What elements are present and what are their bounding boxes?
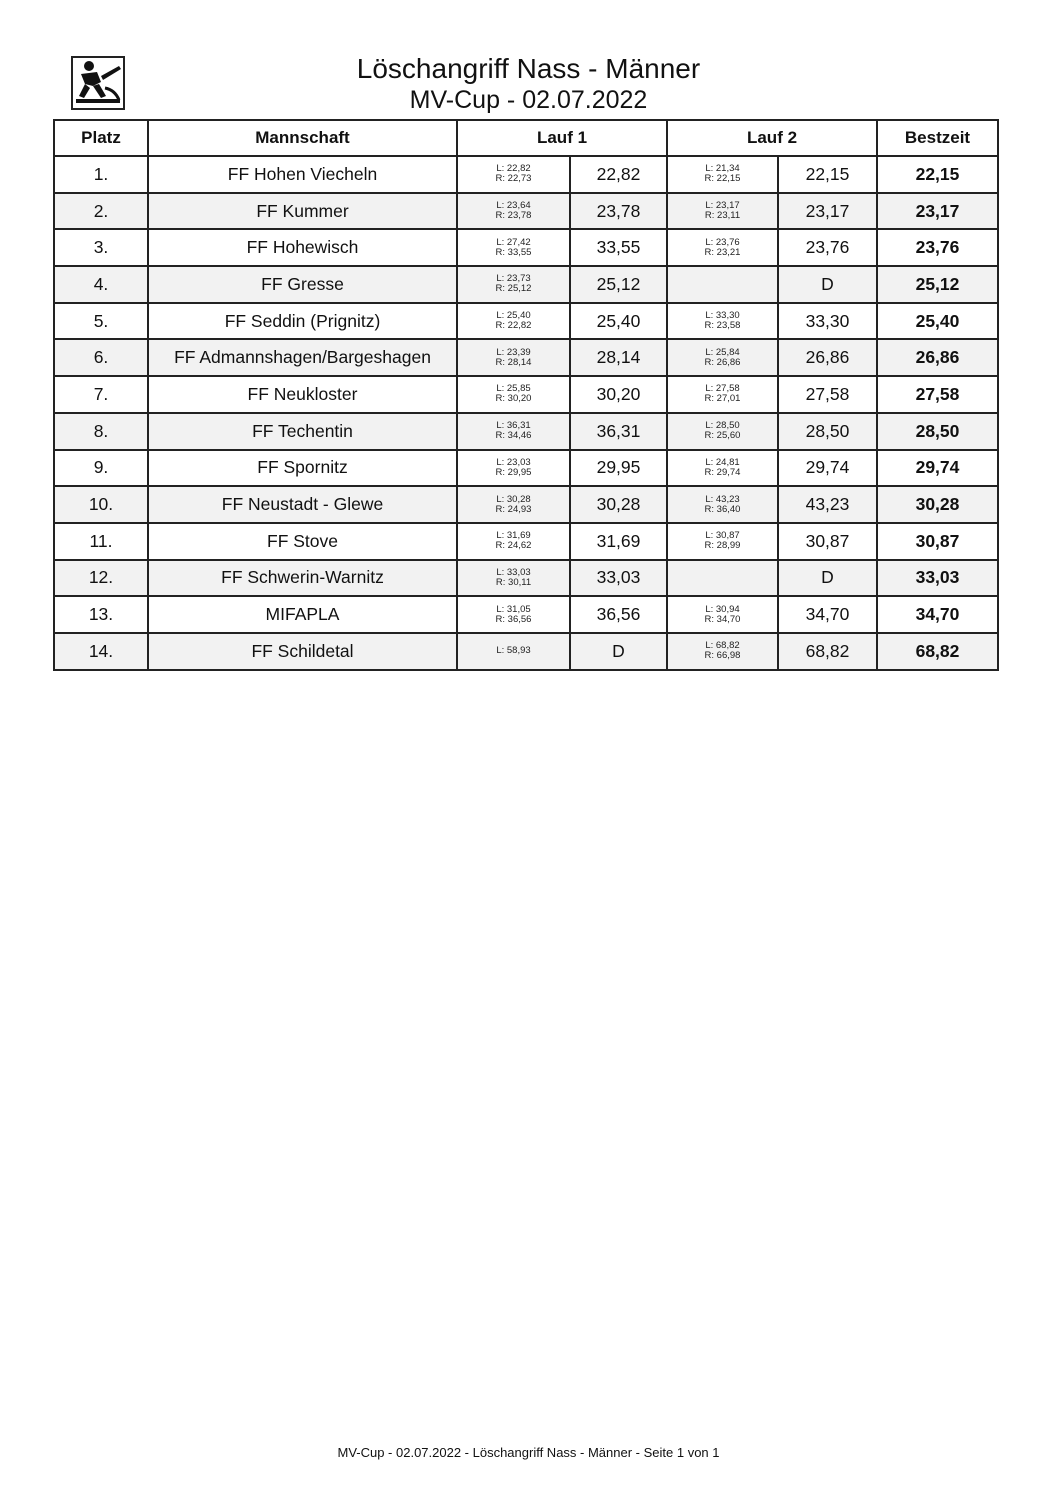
split-left-time: L: 27,42 <box>496 236 531 248</box>
lauf2-splits-cell <box>667 339 778 376</box>
table-row <box>54 486 998 523</box>
table-row <box>54 633 998 670</box>
lauf2-splits-cell <box>667 156 778 193</box>
split-left-time: L: 24,81 <box>705 456 740 468</box>
team-cell: FF Stove <box>148 523 457 560</box>
team-cell: FF Kummer <box>148 193 457 230</box>
split-left-time: L: 30,94 <box>705 603 740 615</box>
column-header-platz: Platz <box>54 120 148 156</box>
split-left-time: L: 30,28 <box>496 493 531 505</box>
split-left-time: L: 33,03 <box>496 566 531 578</box>
lauf2-splits-cell <box>667 229 778 266</box>
table-row <box>54 523 998 560</box>
lauf2-time-cell: D <box>778 560 877 597</box>
team-cell: FF Neustadt - Glewe <box>148 486 457 523</box>
lauf2-splits-cell <box>667 303 778 340</box>
lauf2-splits-cell <box>667 376 778 413</box>
team-cell: FF Schildetal <box>148 633 457 670</box>
best-time-cell: 25,12 <box>877 266 998 303</box>
lauf2-time-cell: 23,17 <box>778 193 877 230</box>
rank-cell: 13. <box>54 596 148 633</box>
table-row <box>54 560 998 597</box>
split-left-time: L: 28,50 <box>705 420 740 432</box>
lauf1-splits-cell <box>457 486 570 523</box>
best-time-cell: 23,17 <box>877 193 998 230</box>
table-row <box>54 156 998 193</box>
lauf1-splits-cell <box>457 229 570 266</box>
lauf1-splits-cell <box>457 339 570 376</box>
best-time-cell: 28,50 <box>877 413 998 450</box>
lauf1-splits-cell <box>457 523 570 560</box>
split-right-time: R: 24,62 <box>495 540 532 552</box>
best-time-cell: 27,58 <box>877 376 998 413</box>
split-right-time: R: 34,70 <box>704 613 741 625</box>
table-header-row <box>54 120 998 156</box>
lauf1-time-cell: 25,12 <box>570 266 667 303</box>
rank-cell: 3. <box>54 229 148 266</box>
table-row <box>54 303 998 340</box>
split-left-time: L: 25,85 <box>496 383 531 395</box>
best-time-cell: 30,28 <box>877 486 998 523</box>
lauf1-splits-cell <box>457 596 570 633</box>
lauf1-splits-cell <box>457 560 570 597</box>
rank-cell: 8. <box>54 413 148 450</box>
table-row <box>54 376 998 413</box>
split-right-time: R: 23,58 <box>704 320 741 332</box>
lauf2-splits-cell <box>667 266 778 303</box>
split-left-time: L: 23,03 <box>496 456 531 468</box>
split-right-time: R: 29,74 <box>704 466 741 478</box>
results-table <box>53 119 999 671</box>
lauf1-time-cell: 30,28 <box>570 486 667 523</box>
table-row <box>54 339 998 376</box>
lauf1-splits-cell <box>457 266 570 303</box>
split-right-time: R: 23,21 <box>704 246 741 258</box>
team-cell: FF Techentin <box>148 413 457 450</box>
split-right-time: R: 29,95 <box>495 466 532 478</box>
best-time-cell: 29,74 <box>877 450 998 487</box>
split-left-time: L: 58,93 <box>496 645 531 657</box>
lauf2-time-cell: 29,74 <box>778 450 877 487</box>
split-right-time: R: 25,12 <box>495 283 532 295</box>
lauf1-splits-cell <box>457 193 570 230</box>
split-left-time: L: 68,82 <box>705 640 740 652</box>
lauf2-splits-cell <box>667 560 778 597</box>
rank-cell: 4. <box>54 266 148 303</box>
lauf2-time-cell: 26,86 <box>778 339 877 376</box>
split-right-time: R: 34,46 <box>495 430 532 442</box>
lauf1-splits-cell <box>457 156 570 193</box>
split-right-time: R: 66,98 <box>704 650 741 662</box>
split-right-time: R: 26,86 <box>704 356 741 368</box>
lauf1-splits-cell <box>457 303 570 340</box>
rank-cell: 12. <box>54 560 148 597</box>
lauf1-splits-cell <box>457 633 570 670</box>
best-time-cell: 25,40 <box>877 303 998 340</box>
split-left-time: L: 25,40 <box>496 310 531 322</box>
lauf1-time-cell: 33,03 <box>570 560 667 597</box>
split-left-time: L: 31,69 <box>496 530 531 542</box>
table-row <box>54 229 998 266</box>
split-left-time: L: 43,23 <box>705 493 740 505</box>
split-right-time: R: 27,01 <box>704 393 741 405</box>
rank-cell: 2. <box>54 193 148 230</box>
lauf1-time-cell: 29,95 <box>570 450 667 487</box>
team-cell: FF Admannshagen/Bargeshagen <box>148 339 457 376</box>
table-row <box>54 596 998 633</box>
rank-cell: 11. <box>54 523 148 560</box>
split-left-time: L: 22,82 <box>496 163 531 175</box>
lauf2-splits-cell <box>667 596 778 633</box>
lauf2-time-cell: 22,15 <box>778 156 877 193</box>
split-left-time: L: 23,73 <box>496 273 531 285</box>
split-right-time: R: 30,11 <box>495 576 532 588</box>
lauf1-time-cell: D <box>570 633 667 670</box>
rank-cell: 6. <box>54 339 148 376</box>
split-right-time: R: 24,93 <box>495 503 532 515</box>
split-left-time: L: 23,39 <box>496 346 531 358</box>
lauf1-time-cell: 28,14 <box>570 339 667 376</box>
lauf2-splits-cell <box>667 633 778 670</box>
page-title: Löschangriff Nass - Männer <box>356 53 701 84</box>
lauf2-splits-cell <box>667 193 778 230</box>
split-right-time: R: 36,40 <box>704 503 741 515</box>
lauf1-splits-cell <box>457 450 570 487</box>
team-cell: FF Hohewisch <box>148 229 457 266</box>
split-right-time: R: 30,20 <box>495 393 532 405</box>
split-left-time: L: 31,05 <box>496 603 531 615</box>
team-cell: FF Hohen Viecheln <box>148 156 457 193</box>
lauf1-time-cell: 33,55 <box>570 229 667 266</box>
best-time-cell: 33,03 <box>877 560 998 597</box>
table-row <box>54 450 998 487</box>
lauf2-time-cell: 27,58 <box>778 376 877 413</box>
lauf1-time-cell: 31,69 <box>570 523 667 560</box>
lauf1-time-cell: 36,31 <box>570 413 667 450</box>
split-right-time: R: 22,73 <box>495 173 532 185</box>
column-header-lauf1: Lauf 1 <box>457 120 667 156</box>
split-right-time: R: 28,14 <box>495 356 532 368</box>
best-time-cell: 34,70 <box>877 596 998 633</box>
rank-cell: 1. <box>54 156 148 193</box>
split-left-time: L: 25,84 <box>705 346 740 358</box>
lauf1-time-cell: 36,56 <box>570 596 667 633</box>
split-right-time: R: 28,99 <box>704 540 741 552</box>
lauf2-time-cell: 30,87 <box>778 523 877 560</box>
lauf1-time-cell: 22,82 <box>570 156 667 193</box>
lauf1-time-cell: 25,40 <box>570 303 667 340</box>
lauf2-time-cell: 28,50 <box>778 413 877 450</box>
table-row <box>54 413 998 450</box>
split-left-time: L: 23,76 <box>705 236 740 248</box>
lauf2-time-cell: 43,23 <box>778 486 877 523</box>
table-row <box>54 266 998 303</box>
page-footer: MV-Cup - 02.07.2022 - Löschangriff Nass - Männer - Seite 1 von 1 <box>337 1445 720 1460</box>
table-row <box>54 193 998 230</box>
split-left-time: L: 36,31 <box>496 420 531 432</box>
rank-cell: 14. <box>54 633 148 670</box>
rank-cell: 5. <box>54 303 148 340</box>
lauf1-time-cell: 30,20 <box>570 376 667 413</box>
split-right-time: R: 33,55 <box>495 246 532 258</box>
rank-cell: 9. <box>54 450 148 487</box>
best-time-cell: 68,82 <box>877 633 998 670</box>
split-left-time: L: 33,30 <box>705 310 740 322</box>
team-cell: FF Neukloster <box>148 376 457 413</box>
lauf1-splits-cell <box>457 376 570 413</box>
lauf1-time-cell: 23,78 <box>570 193 667 230</box>
team-cell: FF Schwerin-Warnitz <box>148 560 457 597</box>
rank-cell: 7. <box>54 376 148 413</box>
split-left-time: L: 21,34 <box>705 163 740 175</box>
rank-cell: 10. <box>54 486 148 523</box>
lauf2-time-cell: 34,70 <box>778 596 877 633</box>
lauf2-splits-cell <box>667 486 778 523</box>
column-header-mannschaft: Mannschaft <box>148 120 457 156</box>
lauf2-time-cell: 23,76 <box>778 229 877 266</box>
team-cell: MIFAPLA <box>148 596 457 633</box>
lauf2-splits-cell <box>667 413 778 450</box>
lauf1-splits-cell <box>457 413 570 450</box>
column-header-lauf2: Lauf 2 <box>667 120 877 156</box>
team-cell: FF Seddin (Prignitz) <box>148 303 457 340</box>
split-right-time: R: 22,15 <box>704 173 741 185</box>
lauf2-time-cell: 68,82 <box>778 633 877 670</box>
lauf2-splits-cell <box>667 523 778 560</box>
team-cell: FF Spornitz <box>148 450 457 487</box>
column-header-bestzeit: Bestzeit <box>877 120 998 156</box>
best-time-cell: 26,86 <box>877 339 998 376</box>
split-left-time: L: 27,58 <box>705 383 740 395</box>
best-time-cell: 23,76 <box>877 229 998 266</box>
split-left-time: L: 23,64 <box>496 200 531 212</box>
best-time-cell: 30,87 <box>877 523 998 560</box>
lauf2-time-cell: 33,30 <box>778 303 877 340</box>
page-subtitle: MV-Cup - 02.07.2022 <box>409 86 648 114</box>
split-right-time: R: 23,78 <box>495 210 532 222</box>
lauf2-splits-cell <box>667 450 778 487</box>
split-right-time: R: 22,82 <box>495 320 532 332</box>
split-left-time: L: 30,87 <box>705 530 740 542</box>
best-time-cell: 22,15 <box>877 156 998 193</box>
split-right-time: R: 23,11 <box>704 210 741 222</box>
split-left-time: L: 23,17 <box>705 200 740 212</box>
split-right-time: R: 25,60 <box>704 430 741 442</box>
split-right-time: R: 36,56 <box>495 613 532 625</box>
lauf2-time-cell: D <box>778 266 877 303</box>
team-cell: FF Gresse <box>148 266 457 303</box>
